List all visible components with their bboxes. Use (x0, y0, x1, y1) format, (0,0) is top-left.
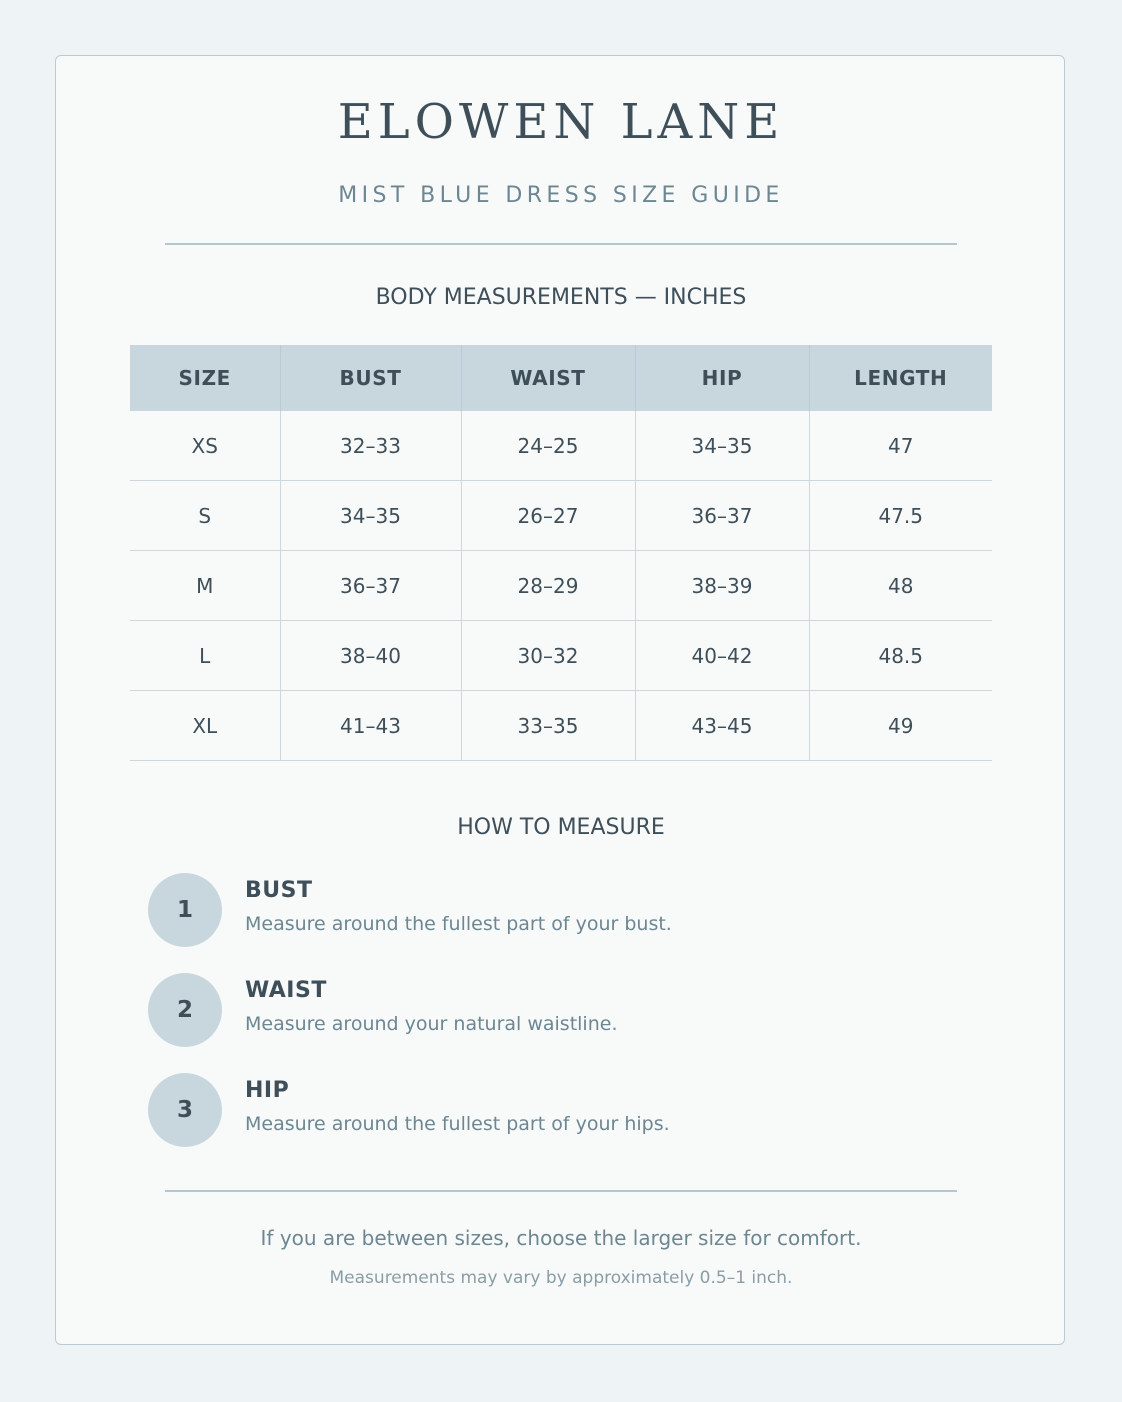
cell-hip: 34–35 (635, 411, 809, 481)
cell-length: 47.5 (809, 481, 992, 551)
step-number-badge: 3 (148, 1073, 222, 1147)
cell-size: L (130, 621, 280, 691)
cell-size: S (130, 481, 280, 551)
cell-length: 47 (809, 411, 992, 481)
step-description: Measure around the fullest part of your bust. (245, 913, 672, 935)
table-row (130, 481, 992, 551)
table-heading: BODY MEASUREMENTS — INCHES (375, 285, 747, 310)
step-description: Measure around the fullest part of your hips. (245, 1113, 670, 1135)
column-header-waist: WAIST (461, 345, 635, 411)
column-header-hip: HIP (635, 345, 809, 411)
cell-hip: 40–42 (635, 621, 809, 691)
cell-waist: 28–29 (461, 551, 635, 621)
cell-size: M (130, 551, 280, 621)
step-description: Measure around your natural waistline. (245, 1013, 618, 1035)
cell-hip: 43–45 (635, 691, 809, 761)
step-title: BUST (245, 878, 313, 903)
table-row (130, 551, 992, 621)
cell-waist: 30–32 (461, 621, 635, 691)
cell-bust: 38–40 (280, 621, 461, 691)
guide-subtitle: MIST BLUE DRESS SIZE GUIDE (338, 183, 784, 208)
how-to-measure-heading: HOW TO MEASURE (457, 815, 665, 840)
measure-step-hip (148, 1073, 908, 1147)
column-header-bust: BUST (280, 345, 461, 411)
step-number-badge: 1 (148, 873, 222, 947)
table-header-row (130, 345, 992, 411)
cell-bust: 41–43 (280, 691, 461, 761)
table-row (130, 411, 992, 481)
cell-hip: 38–39 (635, 551, 809, 621)
cell-size: XL (130, 691, 280, 761)
sizing-tip: If you are between sizes, choose the larger size for comfort. (260, 1226, 862, 1250)
measure-step-bust (148, 873, 908, 947)
cell-waist: 33–35 (461, 691, 635, 761)
cell-bust: 36–37 (280, 551, 461, 621)
column-header-size: SIZE (130, 345, 280, 411)
measure-step-waist (148, 973, 908, 1047)
cell-length: 48 (809, 551, 992, 621)
cell-length: 48.5 (809, 621, 992, 691)
step-number-badge: 2 (148, 973, 222, 1047)
cell-size: XS (130, 411, 280, 481)
cell-length: 49 (809, 691, 992, 761)
cell-waist: 24–25 (461, 411, 635, 481)
column-header-length: LENGTH (809, 345, 992, 411)
measurement-disclaimer: Measurements may vary by approximately 0.5–1 inch. (329, 1268, 793, 1288)
step-title: HIP (245, 1078, 290, 1103)
size-table (130, 345, 992, 761)
divider-bottom (165, 1190, 957, 1192)
table-row (130, 691, 992, 761)
divider-top (165, 243, 957, 245)
cell-bust: 32–33 (280, 411, 461, 481)
step-title: WAIST (245, 978, 327, 1003)
cell-bust: 34–35 (280, 481, 461, 551)
table-row (130, 621, 992, 691)
brand-name: ELOWEN LANE (337, 94, 785, 150)
cell-waist: 26–27 (461, 481, 635, 551)
cell-hip: 36–37 (635, 481, 809, 551)
